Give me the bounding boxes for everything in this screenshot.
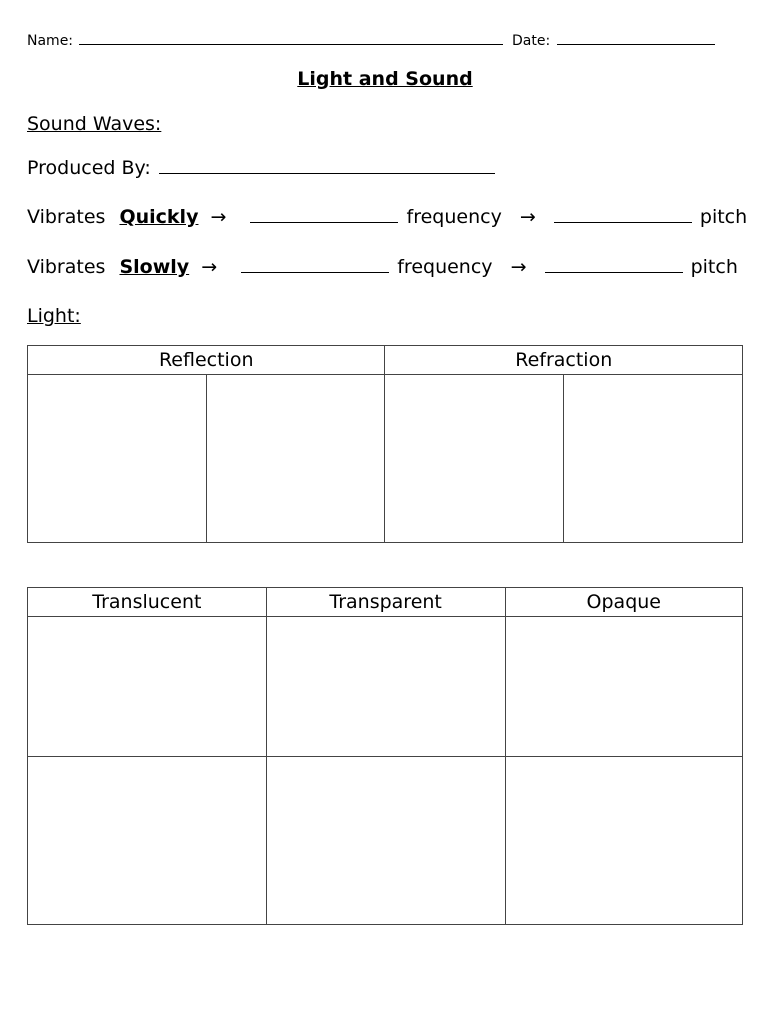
light-heading: Light:	[27, 305, 81, 327]
refraction-cell-1[interactable]	[385, 375, 564, 543]
translucent-transparent-opaque-table	[27, 587, 743, 925]
sound-waves-heading: Sound Waves:	[27, 113, 162, 135]
name-field	[27, 30, 505, 49]
reflection-cell-2[interactable]	[206, 375, 385, 543]
pitch-label: pitch	[690, 256, 738, 278]
frequency-label: frequency	[406, 206, 502, 228]
refraction-cell-2[interactable]	[564, 375, 743, 543]
vibrates-label: Vibrates	[27, 206, 106, 228]
name-label: Name:	[27, 33, 74, 49]
speed-slowly: Slowly	[119, 256, 190, 278]
reflection-cell-1[interactable]	[28, 375, 207, 543]
pitch-label: pitch	[699, 206, 748, 228]
transparent-cell-2[interactable]	[266, 757, 505, 925]
produced-by-blank[interactable]	[159, 159, 495, 174]
translucent-cell-1[interactable]	[28, 617, 267, 757]
header-reflection: Reflection	[28, 346, 385, 375]
vibrates-slowly-row	[27, 256, 738, 278]
vibrates-quickly-row	[27, 206, 747, 228]
produced-by-line	[27, 157, 497, 179]
speed-quickly: Quickly	[119, 206, 199, 228]
header-transparent: Transparent	[266, 588, 505, 617]
pitch-blank-slowly[interactable]	[545, 258, 683, 273]
header-opaque: Opaque	[505, 588, 742, 617]
opaque-cell-1[interactable]	[505, 617, 742, 757]
vibrates-label: Vibrates	[27, 256, 106, 278]
frequency-label: frequency	[397, 256, 493, 278]
arrow-icon: →	[210, 206, 227, 228]
date-blank[interactable]	[557, 30, 715, 45]
opaque-cell-2[interactable]	[505, 757, 742, 925]
arrow-icon: →	[519, 206, 536, 228]
transparent-cell-1[interactable]	[266, 617, 505, 757]
arrow-icon: →	[201, 256, 218, 278]
header-translucent: Translucent	[28, 588, 267, 617]
header-refraction: Refraction	[385, 346, 743, 375]
produced-by-label: Produced By:	[27, 157, 151, 179]
arrow-icon: →	[510, 256, 527, 278]
frequency-blank-slowly[interactable]	[241, 258, 389, 273]
date-label: Date:	[512, 33, 551, 49]
translucent-cell-2[interactable]	[28, 757, 267, 925]
name-blank[interactable]	[79, 30, 503, 45]
frequency-blank-quickly[interactable]	[250, 208, 398, 223]
date-field	[512, 30, 717, 49]
page-title: Light and Sound	[297, 68, 473, 90]
pitch-blank-quickly[interactable]	[554, 208, 692, 223]
reflection-refraction-table	[27, 345, 743, 543]
